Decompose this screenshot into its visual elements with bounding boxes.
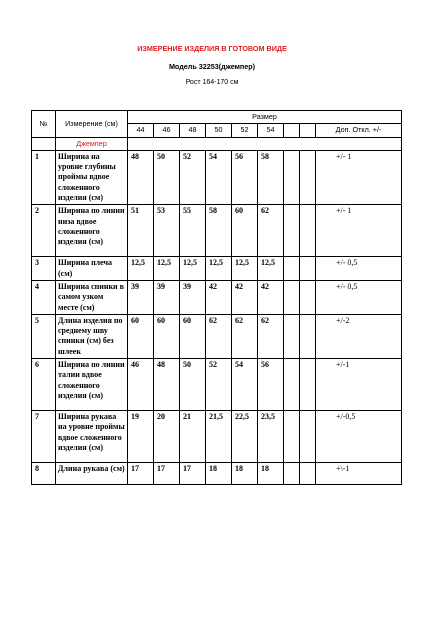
tolerance-value: +/- 1 — [316, 150, 402, 204]
empty-cell — [300, 314, 316, 358]
size-value: 56 — [258, 359, 284, 411]
row-number: 1 — [32, 150, 56, 204]
table-row — [32, 411, 402, 463]
size-value: 23,5 — [258, 411, 284, 463]
empty-cell — [300, 359, 316, 411]
col-header-tolerance: Доп. Откл. +/- — [316, 124, 402, 137]
size-value: 21,5 — [206, 411, 232, 463]
table-row — [32, 463, 402, 485]
measurement-name: Ширина по линии низа вдвое сложенного изделия (см) — [56, 205, 128, 257]
empty-cell — [300, 124, 316, 137]
size-value: 50 — [154, 150, 180, 204]
table-row — [32, 280, 402, 314]
measurement-name: Ширина плеча (см) — [56, 257, 128, 281]
table-header-row — [32, 111, 402, 124]
size-value: 12,5 — [206, 257, 232, 281]
tolerance-value: +/- 1 — [316, 205, 402, 257]
empty-cell — [300, 205, 316, 257]
size-value: 48 — [128, 150, 154, 204]
size-value: 42 — [232, 280, 258, 314]
size-value: 39 — [180, 280, 206, 314]
size-value: 17 — [128, 463, 154, 485]
size-value: 12,5 — [180, 257, 206, 281]
size-value: 60 — [180, 314, 206, 358]
size-value: 48 — [154, 359, 180, 411]
section-row — [32, 137, 402, 150]
measurement-name: Длина рукава (см) — [56, 463, 128, 485]
size-value: 60 — [232, 205, 258, 257]
size-header: 46 — [154, 124, 180, 137]
empty-cell — [300, 150, 316, 204]
measurement-name: Длина изделия по среднему шву спинки (см) без шлеек — [56, 314, 128, 358]
col-header-measure: Измерение (см) — [56, 111, 128, 138]
table-row — [32, 314, 402, 358]
size-value: 62 — [258, 314, 284, 358]
empty-cell — [300, 257, 316, 281]
size-value: 55 — [180, 205, 206, 257]
size-value: 22,5 — [232, 411, 258, 463]
size-value: 18 — [258, 463, 284, 485]
row-number: 2 — [32, 205, 56, 257]
tolerance-value: +/-1 — [316, 359, 402, 411]
row-number: 8 — [32, 463, 56, 485]
table-row — [32, 257, 402, 281]
size-value: 39 — [128, 280, 154, 314]
tolerance-value: +/-2 — [316, 314, 402, 358]
empty-cell — [284, 314, 300, 358]
size-value: 53 — [154, 205, 180, 257]
size-value: 12,5 — [232, 257, 258, 281]
col-header-size: Размер — [128, 111, 402, 124]
size-value: 42 — [258, 280, 284, 314]
empty-cell — [284, 359, 300, 411]
row-number: 6 — [32, 359, 56, 411]
size-value: 39 — [154, 280, 180, 314]
size-value: 51 — [128, 205, 154, 257]
size-value: 60 — [128, 314, 154, 358]
size-value: 54 — [232, 359, 258, 411]
measurement-name: Ширина по линии талии вдвое сложенного изделия (см) — [56, 359, 128, 411]
table-row — [32, 205, 402, 257]
size-header: 52 — [232, 124, 258, 137]
empty-cell — [284, 257, 300, 281]
size-value: 19 — [128, 411, 154, 463]
empty-cell — [300, 463, 316, 485]
size-value: 17 — [154, 463, 180, 485]
size-value: 62 — [232, 314, 258, 358]
measurement-name: Ширина на уровне глубины проймы вдвое сложенного изделия (см) — [56, 150, 128, 204]
size-value: 21 — [180, 411, 206, 463]
size-value: 58 — [258, 150, 284, 204]
size-value: 60 — [154, 314, 180, 358]
document-title: ИЗМЕРЕНИЕ ИЗДЕЛИЯ В ГОТОВОМ ВИДЕ — [137, 44, 287, 53]
size-value: 56 — [232, 150, 258, 204]
empty-cell — [284, 205, 300, 257]
size-value: 50 — [180, 359, 206, 411]
row-number: 7 — [32, 411, 56, 463]
size-value: 58 — [206, 205, 232, 257]
size-header: 44 — [128, 124, 154, 137]
empty-cell — [128, 137, 402, 150]
row-number: 5 — [32, 314, 56, 358]
size-value: 62 — [258, 205, 284, 257]
size-value: 18 — [206, 463, 232, 485]
table-row — [32, 359, 402, 411]
empty-cell — [284, 411, 300, 463]
empty-cell — [32, 137, 56, 150]
size-value: 52 — [180, 150, 206, 204]
height-range: Рост 164-170 см — [185, 79, 239, 86]
size-header: 54 — [258, 124, 284, 137]
size-value: 12,5 — [258, 257, 284, 281]
empty-cell — [284, 280, 300, 314]
tolerance-value: +/- 0,5 — [316, 280, 402, 314]
row-number: 4 — [32, 280, 56, 314]
empty-cell — [284, 124, 300, 137]
size-value: 18 — [232, 463, 258, 485]
col-header-number: № — [32, 111, 56, 138]
size-value: 42 — [206, 280, 232, 314]
empty-cell — [284, 150, 300, 204]
size-value: 62 — [206, 314, 232, 358]
tolerance-value: +/- 0,5 — [316, 257, 402, 281]
size-header: 50 — [206, 124, 232, 137]
size-value: 46 — [128, 359, 154, 411]
size-chart-table — [31, 110, 402, 485]
size-value: 54 — [206, 150, 232, 204]
size-value: 12,5 — [154, 257, 180, 281]
empty-cell — [284, 463, 300, 485]
size-value: 52 — [206, 359, 232, 411]
row-number: 3 — [32, 257, 56, 281]
table-row — [32, 150, 402, 204]
tolerance-value: +/-0,5 — [316, 411, 402, 463]
empty-cell — [300, 280, 316, 314]
tolerance-value: +\-1 — [316, 463, 402, 485]
empty-cell — [300, 411, 316, 463]
section-label: Джемпер — [56, 137, 128, 150]
measurement-name: Ширина рукава на уровне проймы вдвое сложенного изделия (см) — [56, 411, 128, 463]
size-value: 12,5 — [128, 257, 154, 281]
size-value: 20 — [154, 411, 180, 463]
model-name: Модель 32253(джемпер) — [168, 62, 256, 71]
size-value: 17 — [180, 463, 206, 485]
size-header: 48 — [180, 124, 206, 137]
measurement-name: Ширина спинки в самом узком месте (см) — [56, 280, 128, 314]
